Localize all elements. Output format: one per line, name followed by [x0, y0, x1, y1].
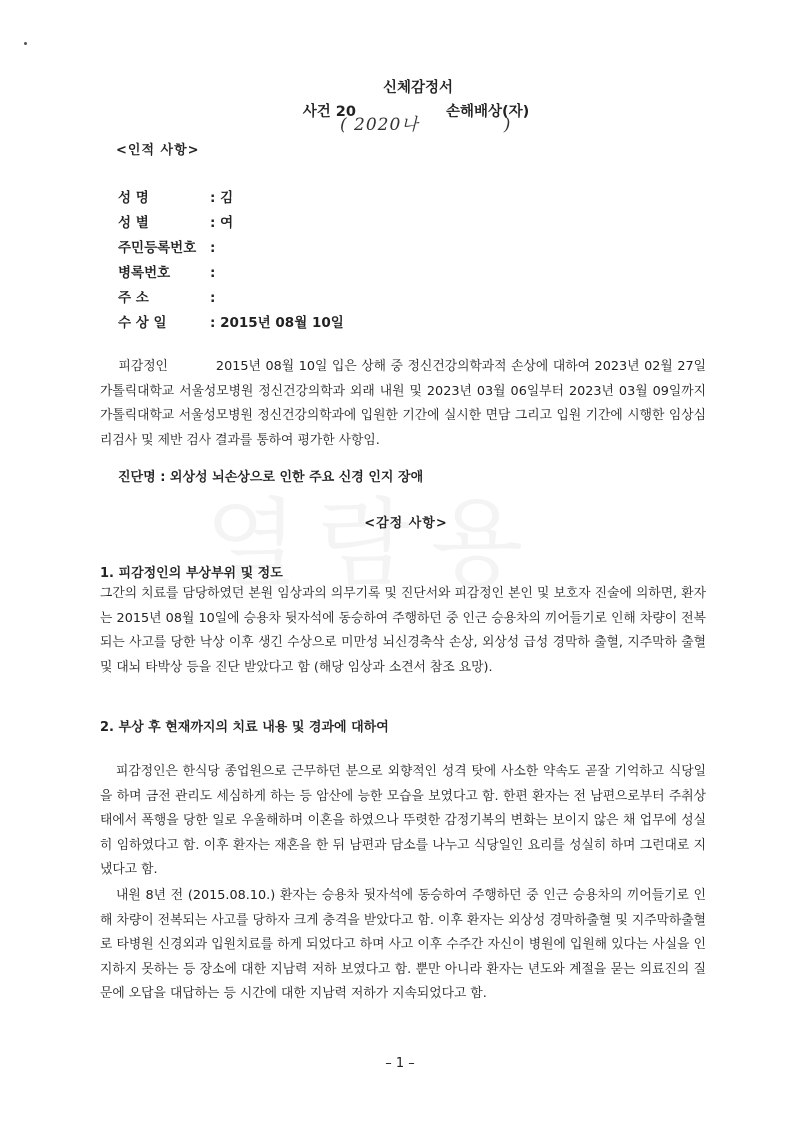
- case-suffix: 손해배상(자): [445, 104, 530, 120]
- info-value: : 여: [210, 215, 234, 231]
- info-value: : 김: [210, 190, 234, 206]
- info-row-injury-date: [118, 311, 344, 336]
- info-value: : 2015년 08월 10일: [210, 315, 344, 331]
- intro-paragraph: [100, 355, 706, 453]
- info-row-resident-number: [118, 236, 344, 261]
- scan-speck: [24, 42, 27, 45]
- info-label: 수 상 일: [118, 315, 167, 331]
- info-row-address: [118, 286, 344, 311]
- personal-info-table: [118, 186, 344, 336]
- info-label: 성 명: [118, 190, 149, 206]
- section-2-paragraph-2: 내원 8년 전 (2015.08.10.) 환자는 승용차 뒷자석에 동승하여 주행하던 중 인근 승용차의 끼어들기로 인해 차량이 전복되는 사고를 당하자 크게 충격을 받았다고 함. 이후 환자는 외상성 경막하출혈 및 지주막하출혈로 타병원 신경외과 입원치료를 하게 되었다고 하며 사고 이후 수주간 자신이 병원에 입원해 있다는 사실을 인지하지 못하는 등 장소에 대한 지남력 저하 보였다고 함. 뿐만 아니라 환자는 년도와 계절을 묻는 의료진의 질문에 오답을 대답하는 등 시간에 대한 지남력 저하가 지속되었다고 함.: [100, 888, 706, 1001]
- info-label: 주민등록번호: [118, 240, 197, 256]
- info-label: 병록번호: [118, 265, 171, 281]
- handwritten-case-number: [340, 110, 511, 135]
- page-number: – 1 –: [385, 1056, 415, 1071]
- info-value: :: [210, 240, 216, 256]
- personal-section-heading: <인적 사항>: [116, 143, 200, 158]
- info-label: 주 소: [118, 290, 149, 306]
- info-value: :: [210, 290, 216, 306]
- assessment-heading: <감정 사항>: [364, 516, 448, 531]
- handwritten-close: ): [503, 115, 512, 135]
- handwritten-open: ( 2020나: [340, 115, 419, 135]
- section-1-heading: 1. 피감정인의 부상부위 및 정도: [100, 566, 283, 581]
- document-title: 신체감정서: [382, 80, 454, 96]
- info-label: 성 별: [118, 215, 149, 231]
- section-2-heading: 2. 부상 후 현재까지의 치료 내용 및 경과에 대하여: [100, 720, 389, 735]
- intro-lead: 피감정인: [118, 359, 168, 374]
- info-row-sex: [118, 211, 344, 236]
- info-row-name: [118, 186, 344, 211]
- section-2-paragraph-1: 피감정인은 한식당 종업원으로 근무하던 분으로 외향적인 성격 탓에 사소한 약속도 곧잘 기억하고 식당일을 하며 금전 관리도 세심하게 하는 등 암산에 능한 모습을 보였다고 함. 한편 환자는 전 남편으로부터 주취상태에서 폭행을 당한 일로 우울해하며 이혼을 하였으나 뚜렷한 감정기복의 변화는 보이지 않은 채 업무에 성실히 임하였다고 함. 이후 환자는 재혼을 한 뒤 남편과 담소를 나누고 식당일인 요리를 성실히 하며 그런대로 지냈다고 함.: [100, 764, 706, 877]
- info-row-record-number: [118, 261, 344, 286]
- diagnosis: 진단명 : 외상성 뇌손상으로 인한 주요 신경 인지 장애: [118, 470, 424, 485]
- section-1-paragraph: 그간의 치료를 담당하였던 본원 임상과의 의무기록 및 진단서와 피감정인 본인 및 보호자 진술에 의하면, 환자는 2015년 08월 10일에 승용차 뒷자석에 동승하여 주행하던 중 인근 승용차의 끼어들기로 인해 차량이 전복되는 사고를 당한 낙상 이후 생긴 수상으로 미만성 뇌신경축삭 손상, 외상성 급성 경막하 출혈, 지주막하 출혈 및 대뇌 타박상 등을 진단 받았다고 함 (해당 임상과 소견서 참조 요망).: [100, 586, 706, 675]
- info-value: :: [210, 265, 216, 281]
- intro-text: 2015년 08월 10일 입은 상해 중 정신건강의학과적 손상에 대하여 2023년 02월 27일 가톨릭대학교 서울성모병원 정신건강의학과 외래 내원 및 2023년 03월 06일부터 2023년 03월 09일까지 가톨릭대학교 서울성모병원 정신건강의학과에 입원한 기간에 실시한 면담 그리고 입원 기간에 시행한 임상심리검사 및 제반 검사 결과를 통하여 평가한 사항임.: [100, 359, 706, 448]
- case-prefix: 사건 20: [302, 104, 356, 120]
